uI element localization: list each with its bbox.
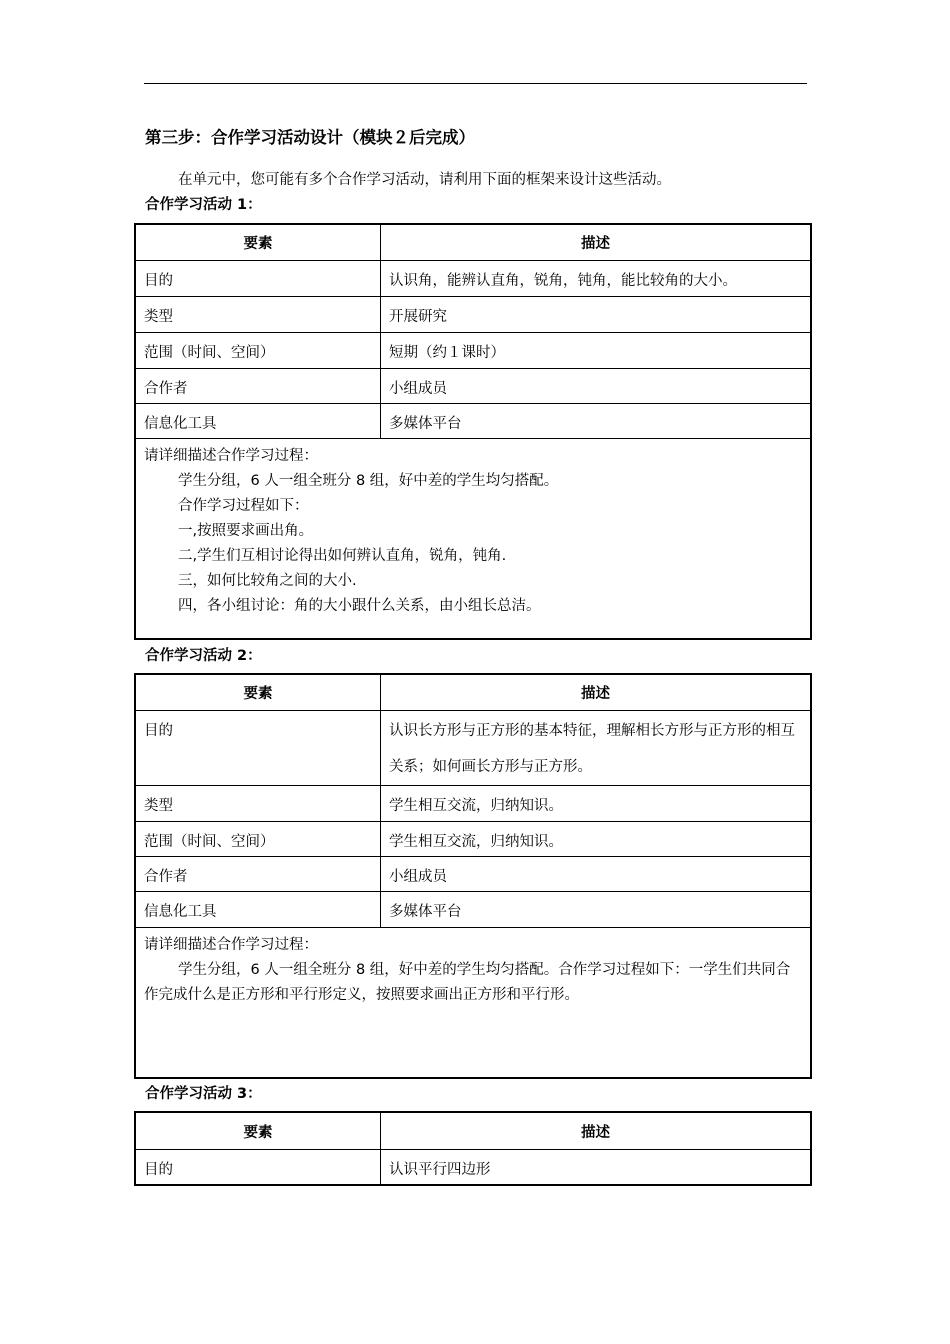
row-value: 小组成员: [381, 857, 811, 892]
row-key: 目的: [136, 711, 381, 786]
activity-3-label: 合作学习活动 3：: [145, 1086, 262, 1102]
row-key: 目的: [136, 1150, 381, 1185]
process-title: 请详细描述合作学习过程：: [144, 937, 318, 953]
process-cell: [136, 439, 811, 639]
activity-1-label: 合作学习活动 1：: [145, 197, 262, 213]
row-key: 范围（时间、空间）: [136, 822, 381, 857]
activity-2-table: [135, 674, 811, 1078]
process-title: 请详细描述合作学习过程：: [144, 448, 318, 464]
activity-3-table: [135, 1112, 811, 1185]
process-line: 二,学生们互相讨论得出如何辨认直角，锐角，钝角.: [178, 548, 507, 564]
row-value: 学生相互交流，归纳知识。: [381, 786, 811, 822]
row-key: 合作者: [136, 857, 381, 892]
process-line: 三，如何比较角之间的大小.: [178, 573, 357, 589]
row-value: 多媒体平台: [381, 404, 811, 439]
section-heading: 第三步：合作学习活动设计（模块２后完成）: [145, 128, 475, 147]
activity-2-label: 合作学习活动 2：: [145, 648, 262, 664]
header-description: 描述: [381, 675, 811, 711]
process-text: 学生分组，6 人一组全班分 8 组，好中差的学生均匀搭配。合作学习过程如下：一学生们共同合作完成什么是正方形和平行形定义，按照要求画出正方形和平行形。: [144, 962, 791, 1003]
row-value: 开展研究: [381, 297, 811, 333]
process-line: 合作学习过程如下：: [178, 498, 309, 514]
row-value: 认识平行四边形: [381, 1150, 811, 1185]
row-value: 学生相互交流，归纳知识。: [381, 822, 811, 857]
process-line: 学生分组，6 人一组全班分 8 组，好中差的学生均匀搭配。: [178, 473, 559, 489]
row-value: 短期（约１课时）: [381, 333, 811, 369]
header-description: 描述: [381, 1113, 811, 1150]
process-line: 一,按照要求画出角。: [178, 523, 314, 539]
row-key: 信息化工具: [136, 404, 381, 439]
header-rule: [144, 83, 807, 84]
row-key: 范围（时间、空间）: [136, 333, 381, 369]
header-element: 要素: [136, 675, 381, 711]
row-value: 多媒体平台: [381, 892, 811, 928]
row-key: 信息化工具: [136, 892, 381, 928]
row-value: 小组成员: [381, 369, 811, 404]
intro-paragraph: 在单元中，您可能有多个合作学习活动，请利用下面的框架来设计这些活动。: [178, 172, 671, 188]
process-cell: [136, 928, 811, 1078]
row-key: 目的: [136, 261, 381, 297]
row-value: 认识角，能辨认直角，锐角，钝角，能比较角的大小。: [381, 261, 811, 297]
row-key: 类型: [136, 297, 381, 333]
process-line: 四，各小组讨论：角的大小跟什么关系，由小组长总洁。: [178, 598, 541, 614]
row-key: 类型: [136, 786, 381, 822]
header-element: 要素: [136, 1113, 381, 1150]
activity-1-table: [135, 224, 811, 639]
header-description: 描述: [381, 225, 811, 261]
header-element: 要素: [136, 225, 381, 261]
row-value: 认识长方形与正方形的基本特征，理解相长方形与正方形的相互关系；如何画长方形与正方形。: [381, 711, 811, 786]
row-key: 合作者: [136, 369, 381, 404]
